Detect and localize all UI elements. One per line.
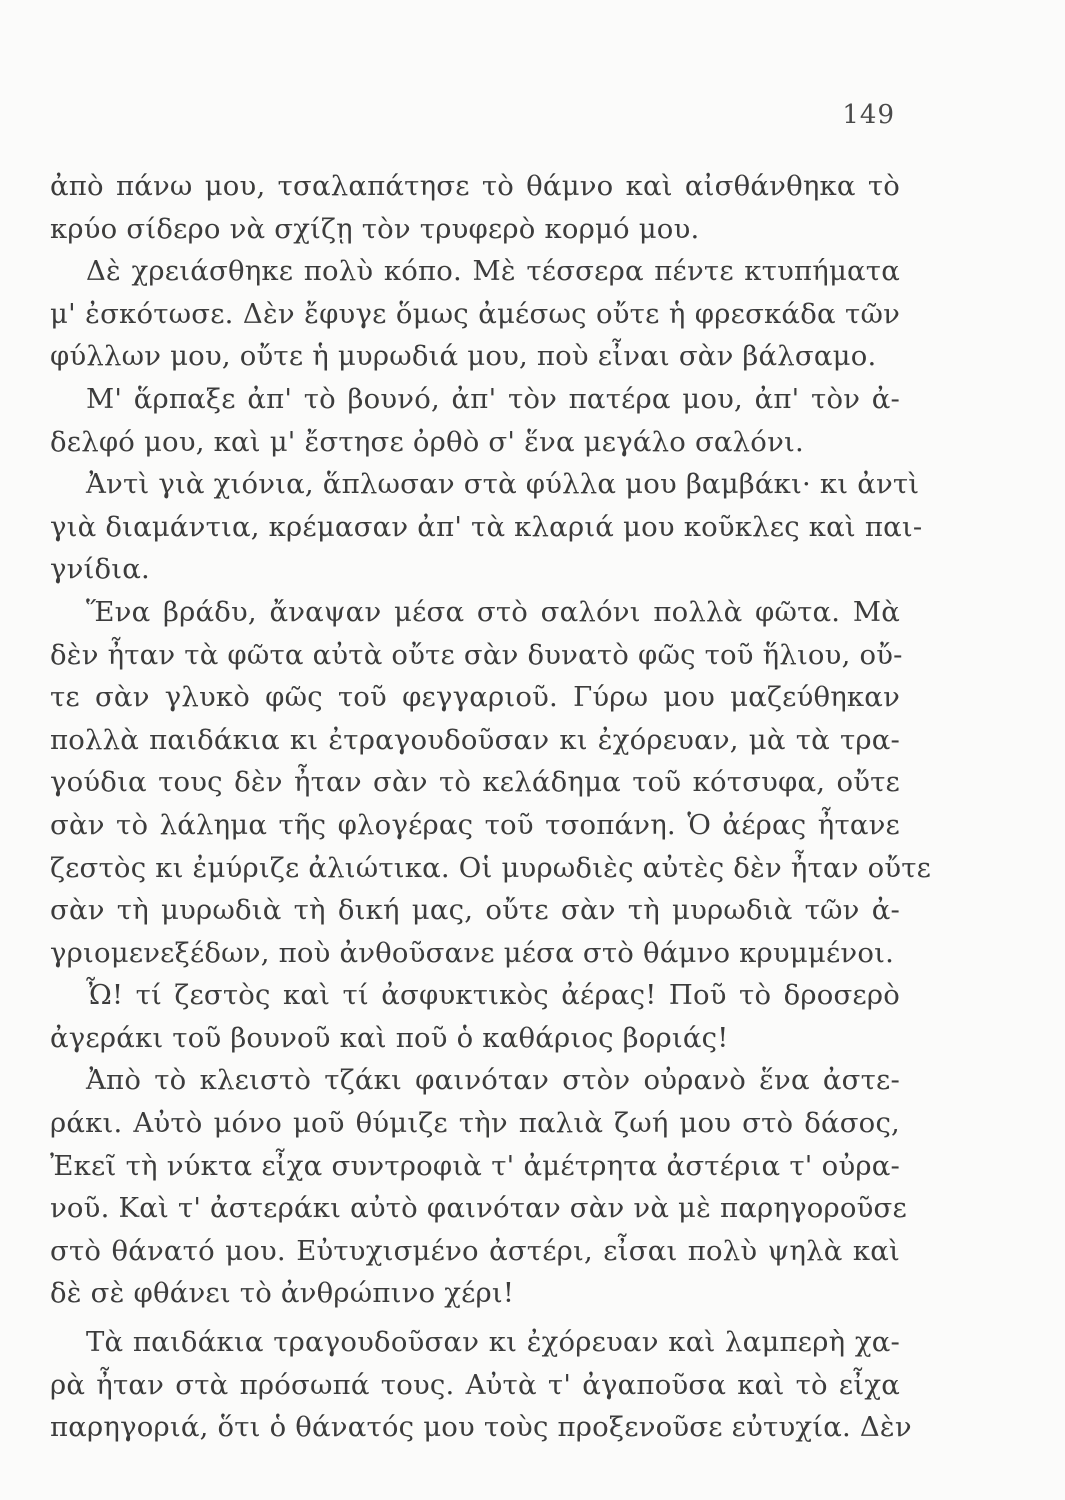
text-line: γιὰ διαμάντια, κρέμασαν ἀπ' τὰ κλαριά μου κοῦκλες καὶ παι- <box>50 510 923 543</box>
text-line: τε σὰν γλυκὸ φῶς τοῦ φεγγαριοῦ. Γύρω μου μαζεύθηκαν <box>50 681 900 714</box>
text-line: σὰν τὴ μυρωδιὰ τὴ δική μας, οὔτε σὰν τὴ μυρωδιὰ τῶν ἀ- <box>50 894 900 927</box>
page-number: 149 <box>842 100 895 130</box>
text-line: ράκι. Αὐτὸ μόνο μοῦ θύμιζε τὴν παλιὰ ζωή μου στὸ δάσος, <box>50 1107 900 1140</box>
text-line: γνίδια. <box>50 553 150 586</box>
body-text <box>50 165 932 1449</box>
text-line: νοῦ. Καὶ τ' ἀστεράκι αὐτὸ φαινόταν σὰν νὰ μὲ παρηγοροῦσε <box>50 1192 907 1225</box>
text-line: Μ' ἅρπαξε ἀπ' τὸ βουνό, ἀπ' τὸν πατέρα μου, ἀπ' τὸν ἀ- <box>86 382 900 415</box>
text-line: Ἐκεῖ τὴ νύκτα εἶχα συντροφιὰ τ' ἀμέτρητα ἀστέρια τ' οὐρα- <box>50 1149 900 1182</box>
text-line: γούδια τους δὲν ἦταν σὰν τὸ κελάδημα τοῦ κότσυφα, οὔτε <box>50 766 900 799</box>
text-line: δὲν ἦταν τὰ φῶτα αὐτὰ οὔτε σὰν δυνατὸ φῶς τοῦ ἥλιου, οὔ- <box>50 638 903 671</box>
text-line: κρύο σίδερο νὰ σχίζῃ τὸν τρυφερὸ κορμό μου. <box>50 212 700 245</box>
text-line: Δὲ χρειάσθηκε πολὺ κόπο. Μὲ τέσσερα πέντε κτυπήματα <box>86 255 900 288</box>
text-line: Ὦ! τί ζεστὸς καὶ τί ἀσφυκτικὸς ἀέρας! Ποῦ τὸ δροσερὸ <box>86 979 900 1012</box>
text-line: δὲ σὲ φθάνει τὸ ἀνθρώπινο χέρι! <box>50 1277 515 1310</box>
text-line: σὰν τὸ λάλημα τῆς φλογέρας τοῦ τσοπάνη. Ὁ ἀέρας ἦτανε <box>50 808 900 841</box>
text-line: ἀγεράκι τοῦ βουνοῦ καὶ ποῦ ὁ καθάριος βοριάς! <box>50 1021 729 1054</box>
text-line: φύλλων μου, οὔτε ἡ μυρωδιά μου, ποὺ εἶναι σὰν βάλσαμο. <box>50 340 877 373</box>
text-line: ζεστὸς κι ἐμύριζε ἀλιώτικα. Οἱ μυρωδιὲς αὐτὲς δὲν ἦταν οὔτε <box>50 851 932 884</box>
text-line: Τὰ παιδάκια τραγουδοῦσαν κι ἐχόρευαν καὶ λαμπερὴ χα- <box>86 1326 900 1359</box>
text-line: στὸ θάνατό μου. Εὐτυχισμένο ἀστέρι, εἶσαι πολὺ ψηλὰ καὶ <box>50 1234 900 1267</box>
text-line: Ἀπὸ τὸ κλειστὸ τζάκι φαινόταν στὸν οὐρανὸ ἕνα ἀστε- <box>86 1064 900 1097</box>
text-line: δελφό μου, καὶ μ' ἔστησε ὀρθὸ σ' ἕνα μεγάλο σαλόνι. <box>50 425 804 458</box>
text-line: μ' ἐσκότωσε. Δὲν ἔφυγε ὅμως ἀμέσως οὔτε ἡ φρεσκάδα τῶν <box>50 297 900 330</box>
text-line: Ἕνα βράδυ, ἄναψαν μέσα στὸ σαλόνι πολλὰ φῶτα. Μὰ <box>86 595 900 628</box>
text-line: γριομενεξέδων, ποὺ ἀνθοῦσανε μέσα στὸ θάμνο κρυμμένοι. <box>50 936 895 969</box>
text-line: ἀπὸ πάνω μου, τσαλαπάτησε τὸ θάμνο καὶ αἰσθάνθηκα τὸ <box>50 170 900 202</box>
text-line: Ἀντὶ γιὰ χιόνια, ἅπλωσαν στὰ φύλλα μου βαμβάκι· κι ἀντὶ <box>86 468 920 501</box>
text-line: πολλὰ παιδάκια κι ἐτραγουδοῦσαν κι ἐχόρευαν, μὰ τὰ τρα- <box>50 723 900 756</box>
text-line: ρὰ ἦταν στὰ πρόσωπά τους. Αὐτὰ τ' ἀγαποῦσα καὶ τὸ εἶχα <box>50 1368 900 1401</box>
text-line: παρηγοριά, ὅτι ὁ θάνατός μου τοὺς προξενοῦσε εὐτυχία. Δὲν <box>50 1411 912 1444</box>
